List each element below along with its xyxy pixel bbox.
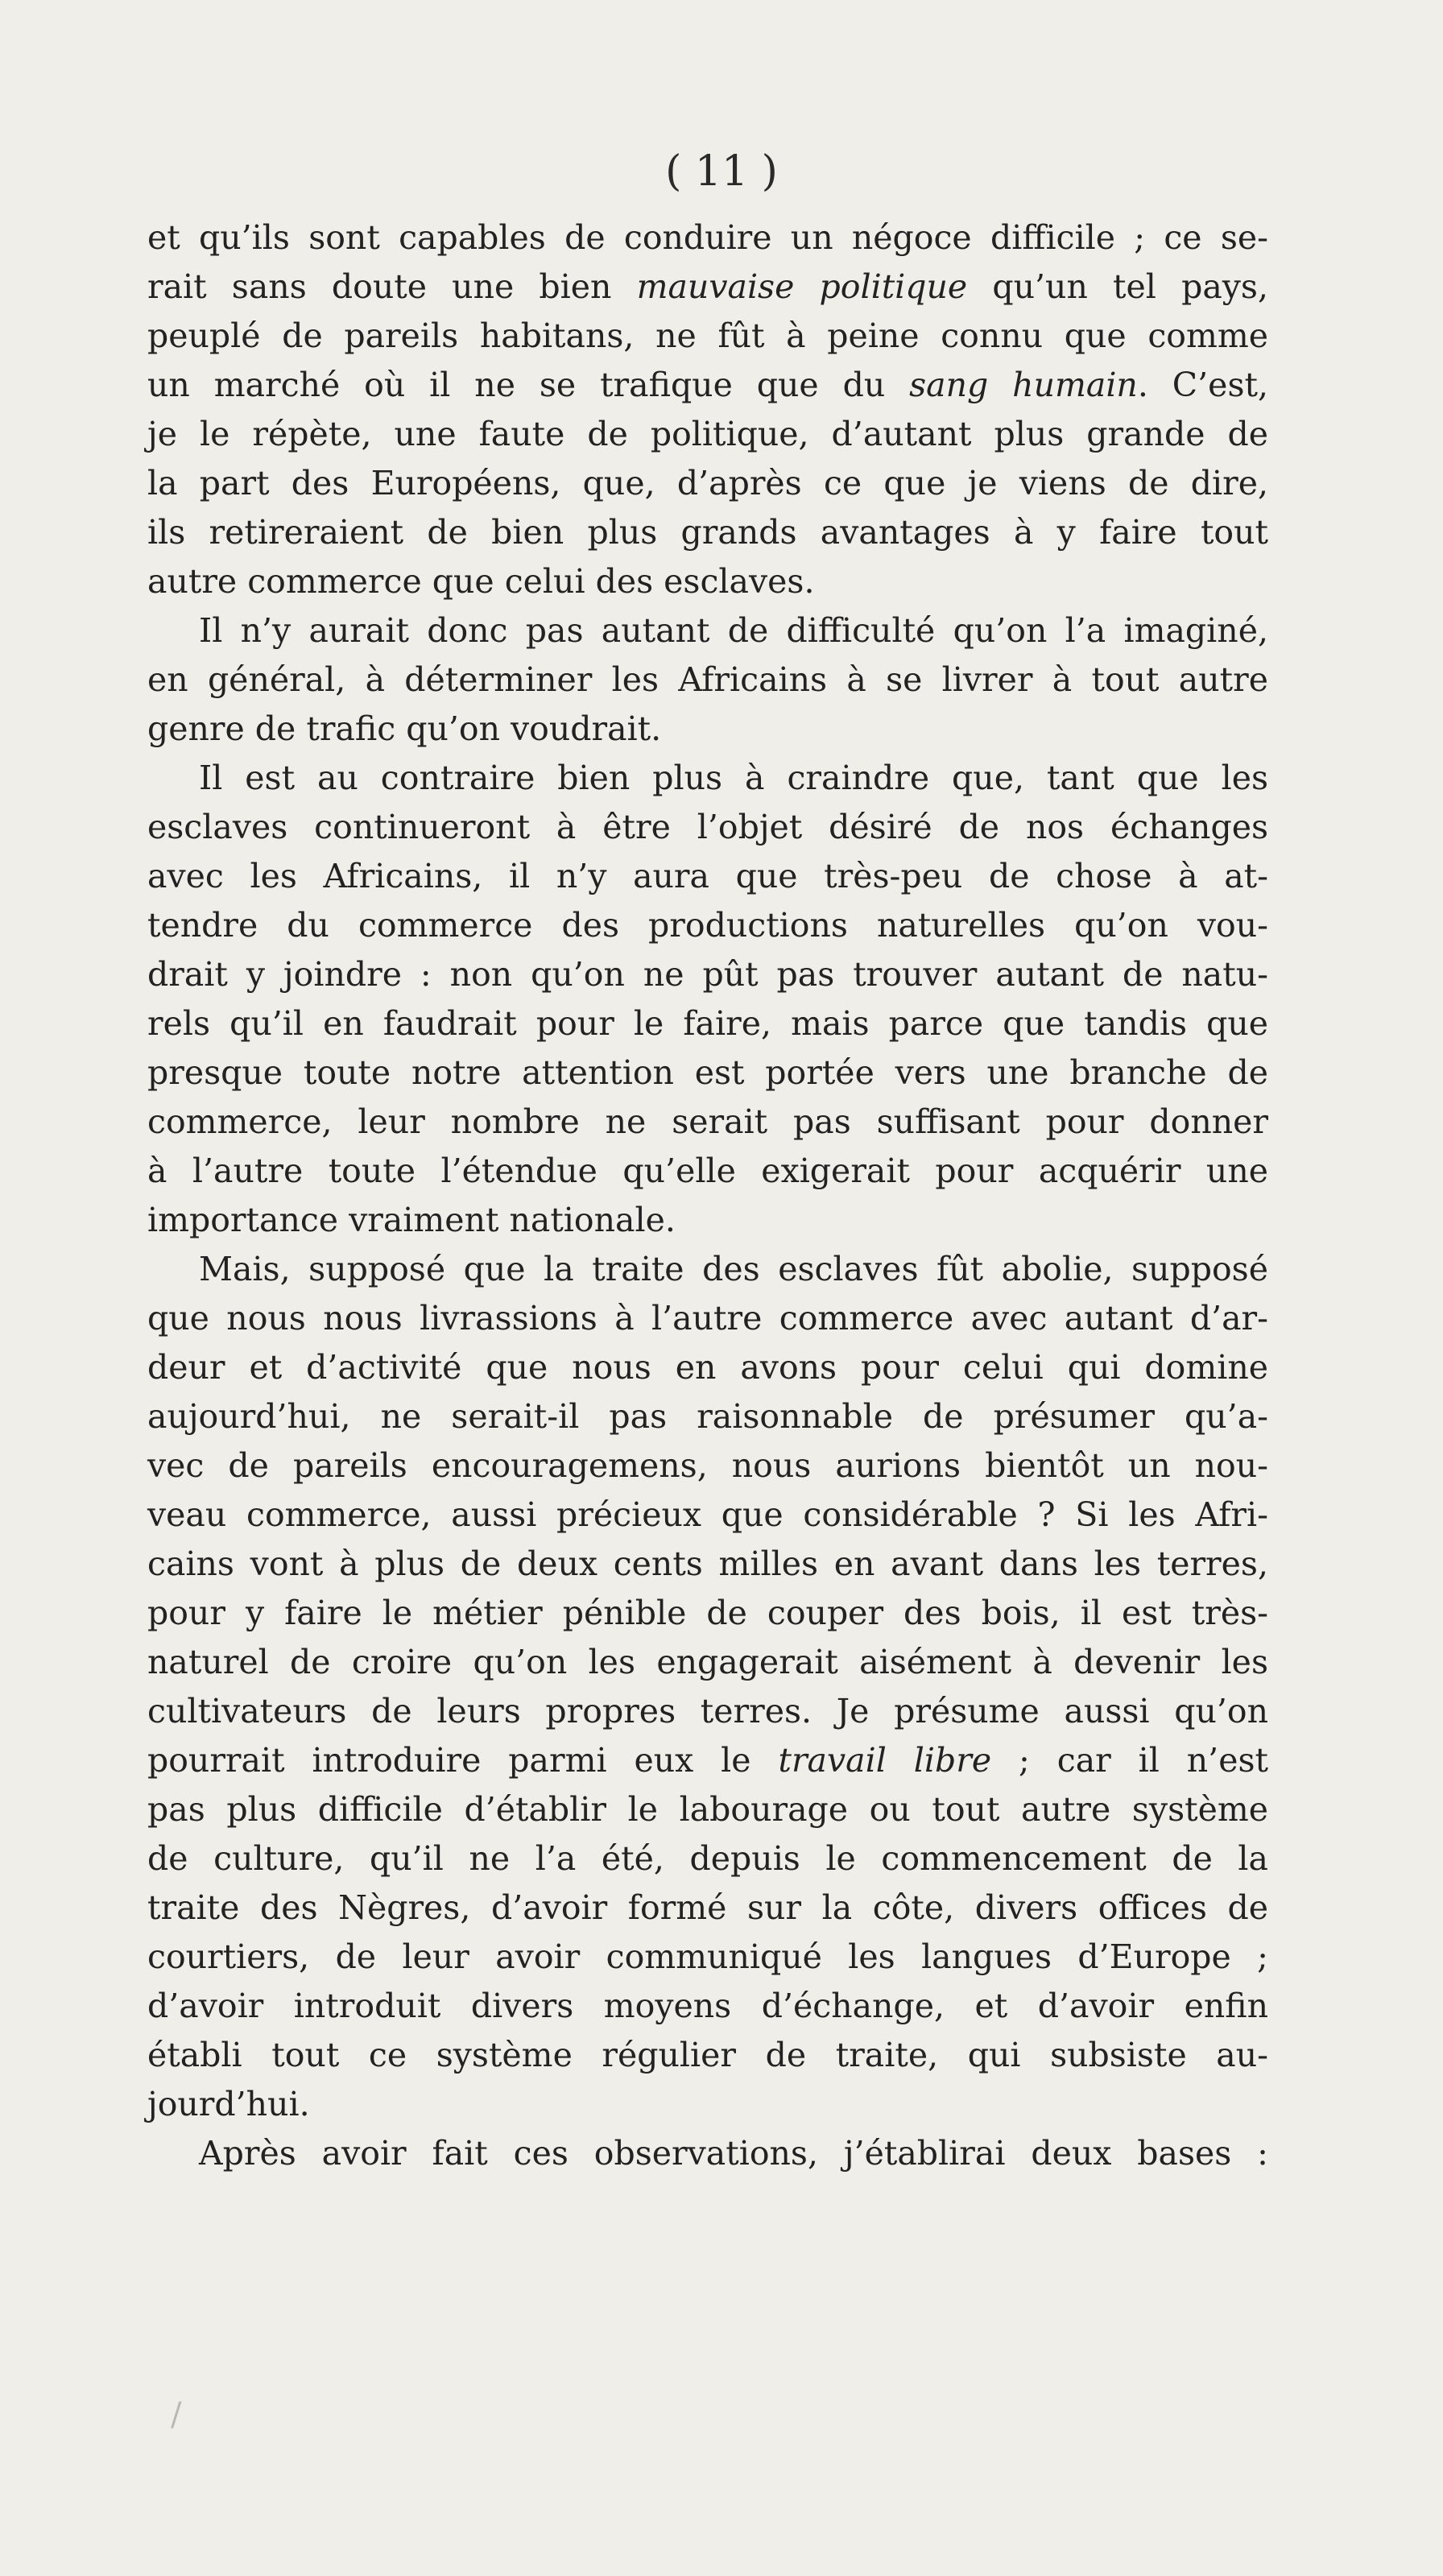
text-run: je le répète, une faute de politique, d’autant plus grande de (147, 415, 1268, 453)
italic-phrase: sang humain (909, 366, 1138, 404)
text-run: d’avoir introduit divers moyens d’échange, et d’avoir enfin (147, 1987, 1268, 2025)
text-run: vec de pareils encouragemens, nous aurions bientôt un nou- (147, 1446, 1268, 1485)
text-run: rels qu’il en faudrait pour le faire, mais parce que tandis que (147, 1004, 1268, 1043)
text-line (147, 1048, 1268, 1098)
text-run: que nous nous livrassions à l’autre commerce avec autant d’ar- (147, 1299, 1268, 1338)
text-line (147, 901, 1268, 950)
text-run: commerce, leur nombre ne serait pas suffisant pour donner (147, 1102, 1268, 1141)
text-line (147, 1736, 1268, 1785)
text-line (147, 1098, 1268, 1147)
text-run: rait sans doute une bien (147, 267, 637, 306)
text-run: esclaves continueront à être l’objet désiré de nos échanges (147, 808, 1268, 846)
text-line (147, 312, 1268, 361)
text-run: qu’un tel pays, (967, 267, 1268, 306)
text-run: traite des Nègres, d’avoir formé sur la côte, divers offices de (147, 1888, 1268, 1927)
text-run: en général, à déterminer les Africains à se livrer à tout autre (147, 660, 1268, 699)
text-line (147, 2129, 1268, 2178)
text-run: cultivateurs de leurs propres terres. Je présume aussi qu’on (147, 1692, 1268, 1730)
text-line (147, 1392, 1268, 1441)
text-line (147, 1540, 1268, 1589)
text-run: Mais, supposé que la traite des esclaves fût abolie, supposé (199, 1250, 1268, 1288)
text-run: Après avoir fait ces observations, j’établirai deux bases : (199, 2134, 1268, 2173)
text-line (147, 1834, 1268, 1883)
text-run: ; car il n’est (991, 1741, 1269, 1780)
text-line (147, 852, 1268, 901)
text-line (147, 655, 1268, 705)
text-run: peuplé de pareils habitans, ne fût à peine connu que comme (147, 316, 1268, 355)
text-run: . C’est, (1137, 366, 1268, 404)
text-line (147, 1441, 1268, 1491)
text-run: tendre du commerce des productions naturelles qu’on vou- (147, 906, 1268, 945)
text-run: presque toute notre attention est portée vers une branche de (147, 1053, 1268, 1092)
text-run: Il est au contraire bien plus à craindre que, tant que les (199, 759, 1268, 797)
text-line (147, 754, 1268, 803)
text-line (147, 606, 1268, 655)
text-line (147, 1343, 1268, 1392)
text-run: un marché où il ne se trafique que du (147, 366, 910, 404)
text-line (147, 213, 1268, 263)
text-line (147, 508, 1268, 557)
text-run: ils retireraient de bien plus grands avantages à y faire tout (147, 513, 1268, 552)
text-run: drait y joindre : non qu’on ne pût pas trouver autant de natu- (147, 955, 1268, 994)
text-run: courtiers, de leur avoir communiqué les langues d’Europe ; (147, 1937, 1268, 1976)
text-run: autre commerce que celui des esclaves. (147, 562, 815, 601)
page-number: ( 11 ) (665, 147, 778, 196)
text-run: jourd’hui. (147, 2085, 310, 2123)
text-line (147, 1147, 1268, 1196)
text-run: deur et d’activité que nous en avons pour celui qui domine (147, 1348, 1268, 1387)
italic-phrase: travail libre (778, 1741, 992, 1780)
text-run: établi tout ce système régulier de traite, qui subsiste au- (147, 2036, 1268, 2074)
text-run: pour y faire le métier pénible de couper des bois, il est très- (147, 1594, 1268, 1632)
text-line (147, 2080, 1268, 2129)
text-run: genre de trafic qu’on voudrait. (147, 709, 662, 748)
text-line (147, 803, 1268, 852)
text-run: à l’autre toute l’étendue qu’elle exigerait pour acquérir une (147, 1152, 1268, 1190)
text-line (147, 2031, 1268, 2080)
text-run: cains vont à plus de deux cents milles en avant dans les terres, (147, 1544, 1268, 1583)
text-run: naturel de croire qu’on les engagerait aisément à devenir les (147, 1643, 1268, 1681)
text-line (147, 1982, 1268, 2031)
text-run: Il n’y aurait donc pas autant de difficulté qu’on l’a imaginé, (199, 611, 1268, 650)
text-line (147, 410, 1268, 459)
text-line (147, 1687, 1268, 1736)
text-line (147, 1294, 1268, 1343)
text-line (147, 705, 1268, 754)
text-run: et qu’ils sont capables de conduire un négoce difficile ; ce se- (147, 218, 1268, 257)
text-run: la part des Européens, que, d’après ce que je viens de dire, (147, 464, 1268, 502)
text-run: importance vraiment nationale. (147, 1201, 676, 1239)
text-run: veau commerce, aussi précieux que considérable ? Si les Afri- (147, 1495, 1268, 1534)
text-run: pas plus difficile d’établir le labourage ou tout autre système (147, 1790, 1268, 1829)
italic-phrase: mauvaise politique (636, 267, 968, 306)
text-line (147, 1196, 1268, 1245)
text-line (147, 1491, 1268, 1540)
text-run: pourrait introduire parmi eux le (147, 1741, 779, 1780)
margin-pencil-mark: / (171, 2396, 182, 2433)
text-line (147, 1785, 1268, 1834)
text-run: avec les Africains, il n’y aura que très-peu de chose à at- (147, 857, 1268, 895)
text-line (147, 1638, 1268, 1687)
text-line (147, 999, 1268, 1048)
body-text (147, 213, 1268, 2178)
text-run: de culture, qu’il ne l’a été, depuis le commencement de la (147, 1839, 1268, 1878)
text-line (147, 263, 1268, 312)
text-line (147, 557, 1268, 606)
text-line (147, 1245, 1268, 1294)
text-line (147, 459, 1268, 508)
text-line (147, 1589, 1268, 1638)
text-run: aujourd’hui, ne serait-il pas raisonnable de présumer qu’a- (147, 1397, 1268, 1436)
text-line (147, 1933, 1268, 1982)
text-line (147, 1883, 1268, 1933)
text-line (147, 950, 1268, 999)
text-line (147, 361, 1268, 410)
